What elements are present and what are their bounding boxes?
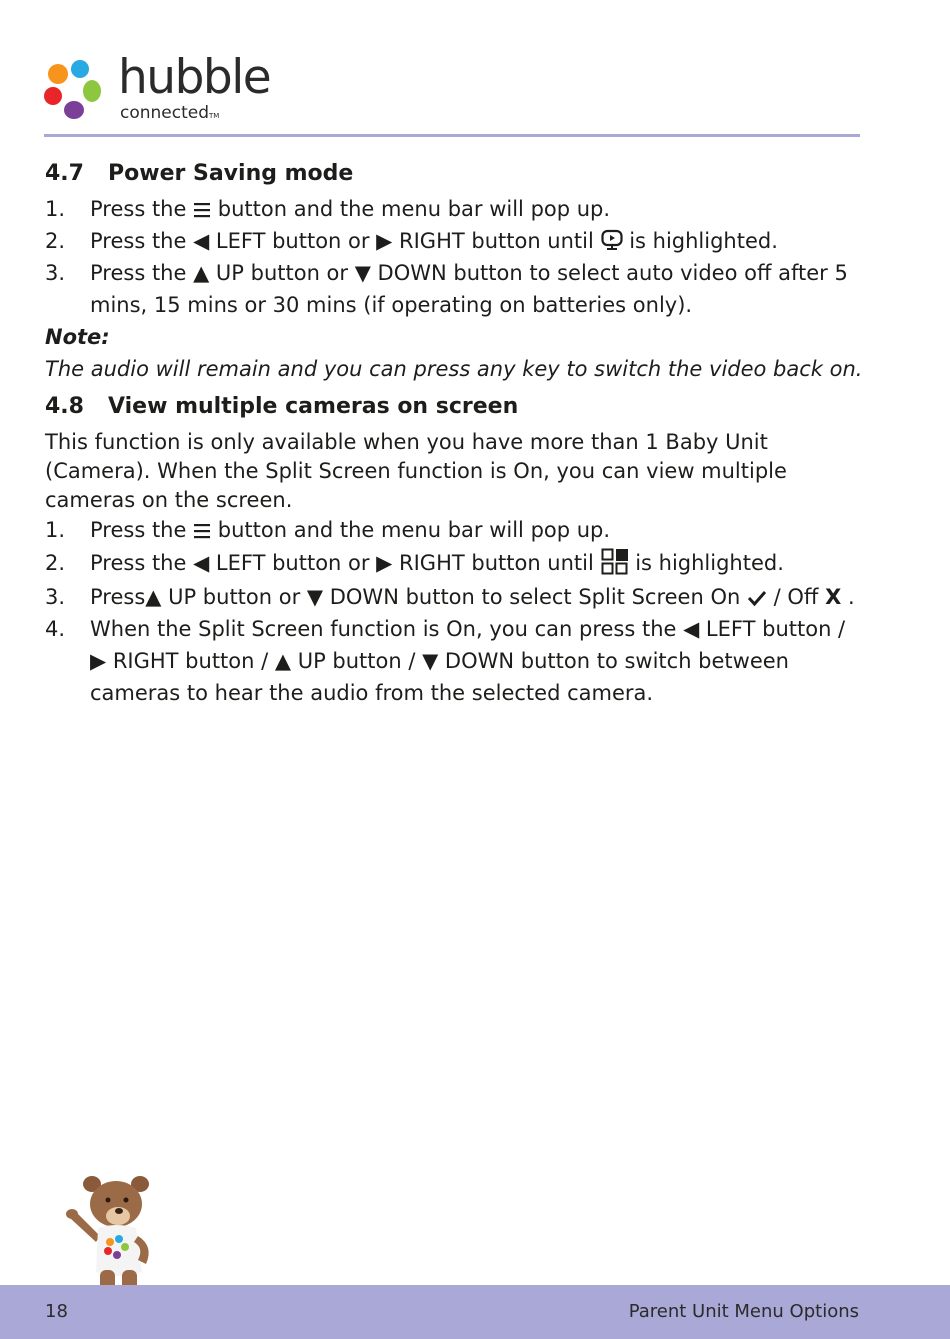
section-heading-4-8: 4.8 View multiple cameras on screen	[45, 394, 519, 419]
header-rule	[44, 134, 860, 137]
brand-tm: TM	[209, 112, 220, 120]
list-item: 4. When the Split Screen function is On, you can press the ◀ LEFT button / ▶ RIGHT button / ▲ UP button / ▼ DOWN button to switch between cameras to hear the audio from the selected camera.	[45, 617, 846, 705]
split-screen-icon	[601, 548, 629, 576]
steps-list-4-8	[45, 515, 865, 709]
video-icon	[601, 229, 623, 251]
list-item: 1. Press the button and the menu bar will pop up.	[45, 518, 611, 542]
list-item: 3. Press▲ UP button or ▼ DOWN button to select Split Screen On / Off X .	[45, 585, 855, 609]
footer-section-title: Parent Unit Menu Options	[628, 1301, 859, 1322]
brand-name: hubble	[118, 50, 271, 105]
list-item: 3. Press the ▲ UP button or ▼ DOWN button to select auto video off after 5 mins, 15 mins or 30 mins (if operating on batteries only).	[45, 261, 848, 317]
hubble-logo	[44, 52, 294, 127]
page-number: 18	[45, 1301, 68, 1322]
checkmark-icon	[747, 589, 767, 607]
note-text: The audio will remain and you can press any key to switch the video back on.	[45, 357, 863, 381]
menu-icon	[193, 522, 211, 540]
section-intro: This function is only available when you have more than 1 Baby Unit (Camera). When the Split Screen function is On, you can view multiple cameras on the screen.	[45, 430, 787, 512]
section-heading-4-7: 4.7 Power Saving mode	[45, 161, 354, 186]
hubble-logo-mark	[44, 60, 104, 120]
list-item: 2. Press the ◀ LEFT button or ▶ RIGHT button until is highlighted.	[45, 229, 778, 253]
brand-sub: connectedTM	[120, 103, 220, 123]
menu-icon	[193, 201, 211, 219]
list-item: 1. Press the button and the menu bar will pop up.	[45, 197, 611, 221]
page-content	[45, 155, 865, 709]
steps-list-4-7	[45, 193, 865, 321]
cross-mark: X	[825, 585, 842, 609]
page-footer	[0, 1285, 950, 1339]
list-item: 2. Press the ◀ LEFT button or ▶ RIGHT button until is highlighted.	[45, 545, 865, 581]
note-heading: Note:	[45, 325, 110, 349]
